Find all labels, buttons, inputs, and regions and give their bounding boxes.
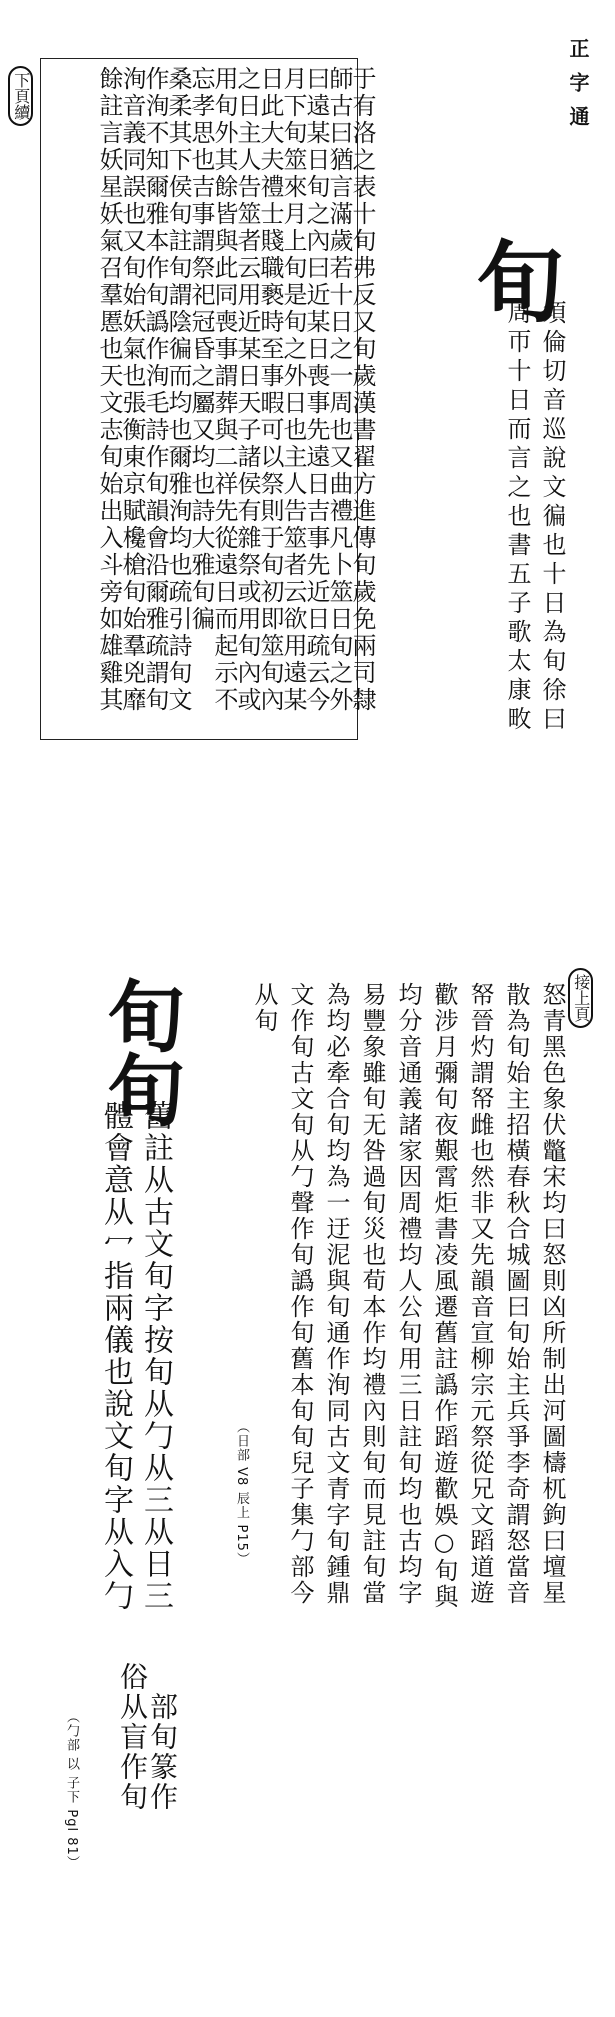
text-column: 為均必牽合旬均為一迂泥與旬通作洵同古文青字旬鍾鼎: [322, 982, 350, 1606]
text-column: 歡涉月彌旬夜艱霄炬書凌風遷舊註譌作蹈遊歡娛○旬與: [430, 982, 458, 1610]
headword-variant-1: 旬: [94, 976, 185, 1054]
text-column: 文作旬古文旬从勹聲作旬譌作旬舊本旬旬兒子集勹部今: [286, 982, 314, 1606]
text-column: 周帀十日而言之也書五子歌太康畋: [503, 300, 531, 735]
text-column: 餘註言妖星妖氣召羣慝也天文志旬始出入斗旁如雄雞其: [95, 66, 123, 714]
text-column: 从旬: [250, 982, 278, 1034]
text-column: 月下旬筮來月上旬是旬之外日也主人告筮者云欲用遠某: [279, 66, 307, 714]
continued-next-page-badge: 下頁續: [8, 66, 33, 126]
bottom-left-line-1: 舊註从古文旬字按旬从勹从三从日三: [138, 1100, 173, 1612]
continued-from-previous-badge: 接上頁: [568, 968, 593, 1028]
bottom-left-tail: 俗从盲作旬: [116, 1662, 149, 1812]
text-column: 用旬外其餘皆與此同喪事謂葬與二祥先從遠日而起示不: [210, 66, 238, 714]
text-column: 須倫切音巡說文徧也十日為旬徐曰: [538, 300, 566, 735]
text-column: 忘孝思也吉事謂祭祀冠昏之屬又均也詩大雅旬徧: [187, 66, 215, 633]
bottom-left-line-2: 體會意从冖指兩儀也說文旬字从入勹: [98, 1100, 133, 1612]
text-column: 散為旬始主招橫春秋合城圖曰旬始主兵爭李奇謂怒當音: [502, 982, 530, 1606]
text-column: 洵音義同誤也又旬始妖氣也張衡東京賦欃槍旬始羣兇靡: [118, 66, 146, 714]
text-column: 日此大夫禮士賤職褻時至事暇可以祭則于旬初即筮旬內: [256, 66, 284, 714]
bottom-left-label: 部旬篆作: [146, 1692, 179, 1812]
source-note-right: （日部 V8 辰上 P15）: [234, 1420, 249, 1566]
text-column: 作洵不知爾雅本作旬譌作洵毛詩作旬韻會沿爾雅疏謂旬: [141, 66, 169, 714]
text-column: 師古曰猶言滿歲若十日之一周也又曲禮凡卜筮日旬之外: [325, 66, 353, 714]
text-column: 易豐象雖旬无咎過旬災也荀本作均禮內則旬而見註旬當: [358, 982, 386, 1606]
source-note-left: （勹部 以 子下 Pgl 81）: [64, 1710, 79, 1870]
text-column: 怒青黑色象伏鼈宋均曰怒則凶所制出河圖檮杌鉤曰壇星: [538, 982, 566, 1606]
text-column: 之日主人告筮者云用近某日天子諸侯有雜祭或用旬內或: [233, 66, 261, 714]
headword-variant-2: 旬: [94, 1050, 185, 1128]
page-title: 正字通: [566, 38, 590, 140]
text-column: 桑柔其下侯旬註旬謂陰徧而均也爾雅洵均也疏引詩旬文: [164, 66, 192, 714]
text-column: 曰遠某日旬之內曰近某日喪事先遠日吉事先近日疏云今: [302, 66, 330, 714]
text-column: 均分音通義諸家因周禮均人公旬用三日註旬均也古均字: [394, 982, 422, 1606]
text-column: 帑晉灼謂帑雌也然非又先韻音宣柳宗元祭從兄文蹈道遊: [466, 982, 494, 1606]
headword: 旬: [462, 236, 566, 324]
text-column: 于有洛之表十旬弗反又旬歲漢書翟方進傳旬歲免兩司隸: [348, 66, 376, 714]
